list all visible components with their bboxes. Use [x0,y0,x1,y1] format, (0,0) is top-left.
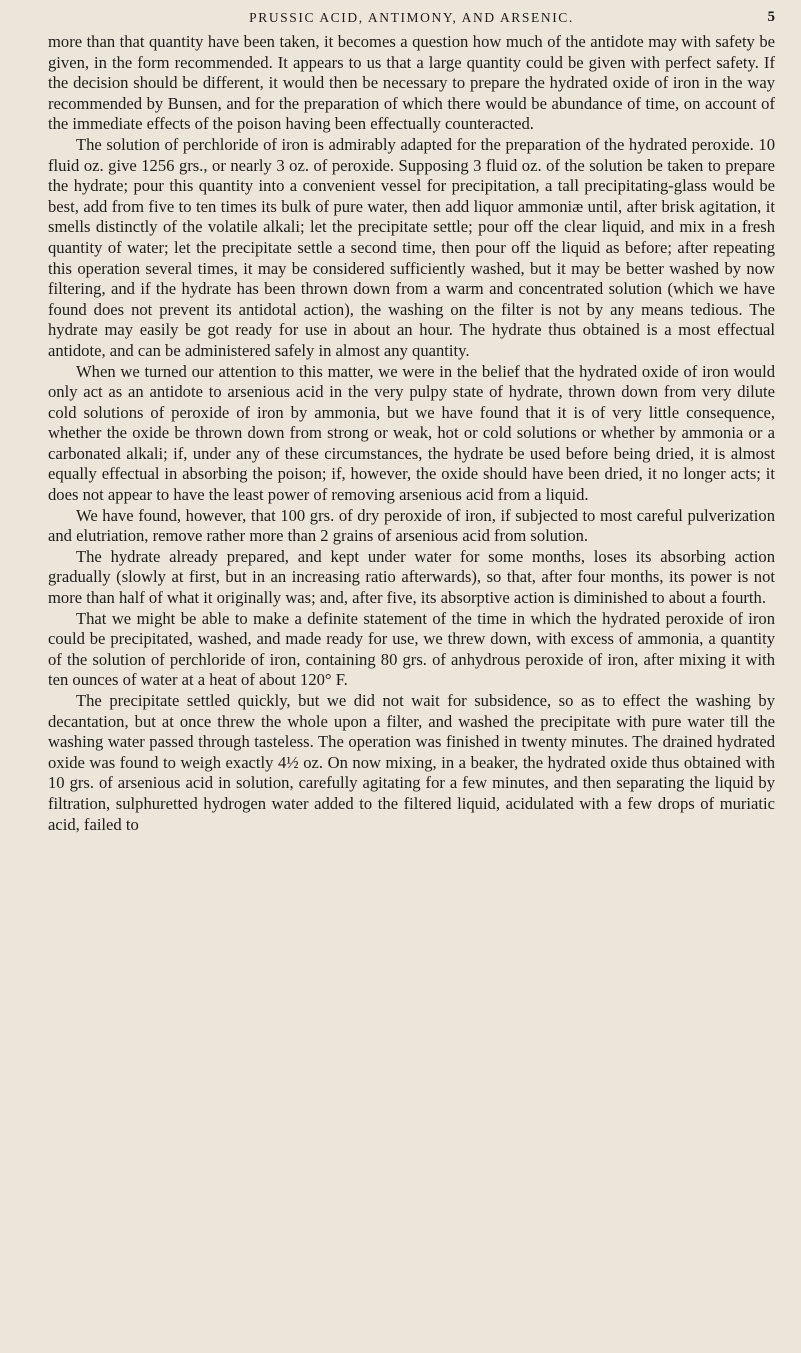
paragraph-timing-experiment: That we might be able to make a definite statement of the time in which the hydrated peroxide of iron could be precipitated, washed, and made ready for use, we threw down, with excess of ammonia, a quantity of the solution of perchloride of iron, containing 80 grs. of anhydrous peroxide of iron, after mixing it with ten ounces of water at a heat of about 120° F. [48,608,775,690]
paragraph-dry-peroxide: We have found, however, that 100 grs. of dry peroxide of iron, if subjected to most careful pulverization and elutriation, remove rather more than 2 grains of arsenious acid from solution. [48,505,775,546]
paragraph-hydrated-oxide-belief: When we turned our attention to this matter, we were in the belief that the hydrated oxide of iron would only act as an antidote to arsenious acid in the very pulpy state of hydrate, thrown down from very dilute cold solutions of peroxide of iron by ammonia, but we have found that it is of very little consequence, whether the oxide be thrown down from strong or weak, hot or cold solutions or whether by ammonia or a carbonated alkali; if, under any of these circumstances, the hydrate be used before being dried, it is almost equally effectual in absorbing the poison; if, however, the oxide should have been dried, it no longer acts; it does not appear to have the least power of removing arsenious acid from a liquid. [48,361,775,505]
running-head [48,6,775,30]
paragraph-precipitate-washing: The precipitate settled quickly, but we did not wait for subsidence, so as to effect the washing by decantation, but at once threw the whole upon a filter, and washed the precipitate with pure water till the washing water passed through tasteless. The operation was finished in twenty minutes. The drained hydrated oxide was found to weigh exactly 4½ oz. On now mixing, in a beaker, the hydrated oxide thus obtained with 10 grs. of arsenious acid in solution, carefully agitating for a few minutes, and then separating the liquid by filtration, sulphuretted hydrogen water added to the filtered liquid, acidulated with a few drops of muriatic acid, failed to [48,691,775,834]
paragraph-perchloride-preparation: The solution of perchloride of iron is admirably adapted for the preparation of the hydrated peroxide. 10 fluid oz. give 1256 grs., or nearly 3 oz. of peroxide. Supposing 3 fluid oz. of the solution be taken to prepare the hydrate; pour this quantity into a convenient vessel for precipitation, a tall precipitating-glass would be best, add from five to ten times its bulk of pure water, then add liquor ammoniæ until, after brisk agitation, it smells distinctly of the volatile alkali; let the precipitate settle; pour off the clear liquid, and mix in a fresh quantity of water; let the precipitate settle a second time, then pour off the liquid as before; after repeating this operation several times, it may be considered sufficiently washed, but it may be better washed by now filtering, and if the hydrate has been thrown down from a warm and concentrated solution (which we have found does not prevent its antidotal action), the washing on the filter is not by any means tedious. The hydrate may easily be got ready for use in about an hour. The hydrate thus obtained is a most effectual antidote, and can be administered safely in almost any quantity. [48,134,775,360]
running-title: PRUSSIC ACID, ANTIMONY, AND ARSENIC. [249,10,574,25]
page-number: 5 [767,9,775,25]
body-text [48,32,775,835]
paragraph-hydrate-aging: The hydrate already prepared, and kept under water for some months, loses its absorbing action gradually (slowly at first, but in an increasing ratio afterwards), so that, after four months, its power is not more than half of what it originally was; and, after five, its absorptive action is diminished to about a fourth. [48,546,775,608]
paragraph-continued: more than that quantity have been taken, it becomes a question how much of the antidote may with safety be given, in the form recommended. It appears to us that a large quantity could be given with perfect safety. If the decision should be different, it would then be necessary to prepare the hydrated oxide of iron in the way recommended by Bunsen, and for the preparation of which there would be abundance of time, on account of the immediate effects of the poison having been effectually counteracted. [48,32,775,134]
